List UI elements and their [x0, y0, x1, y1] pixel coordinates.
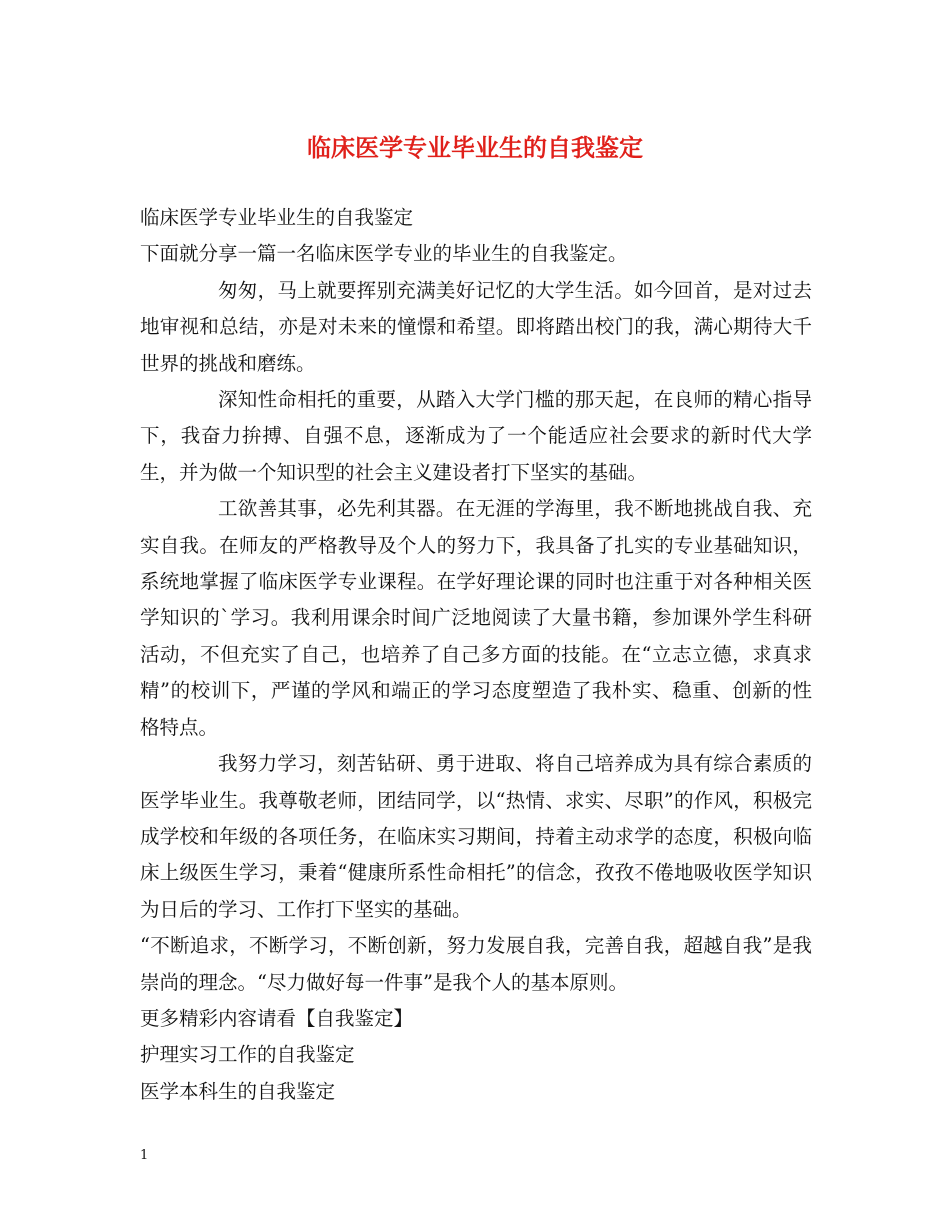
intro-line: 下面就分享一篇一名临床医学专业的毕业生的自我鉴定。	[140, 242, 628, 266]
document-body	[140, 200, 812, 1110]
related-link-1[interactable]: 护理实习工作的自我鉴定	[140, 1043, 355, 1067]
paragraph-2: 深知性命相托的重要，从踏入大学门槛的那天起，在良师的精心指导下，我奋力拚搏、自强不息，逐渐成为了一个能适应社会要求的新时代大学生，并为做一个知识型的社会主义建设者打下坚实的基础。	[140, 388, 812, 484]
paragraph-4: 我努力学习，刻苦钻研、勇于进取、将自己培养成为具有综合素质的医学毕业生。我尊敬老师，团结同学，以“热情、求实、尽职”的作风，积极完成学校和年级的各项任务，在临床实习期间，持着主动求学的态度，积极向临床上级医生学习，秉着“健康所系性命相托”的信念，孜孜不倦地吸收医学知识为日后的学习、工作打下坚实的基础。	[140, 752, 812, 921]
document-title: 临床医学专业毕业生的自我鉴定	[307, 133, 643, 162]
subtitle-line: 临床医学专业毕业生的自我鉴定	[140, 206, 414, 229]
paragraph-3: 工欲善其事，必先利其器。在无涯的学海里，我不断地挑战自我、充实自我。在师友的严格教导及个人的努力下，我具备了扎实的专业基础知识，系统地掌握了临床医学专业课程。在学好理论课的同时也注重于对各种相关医学知识的`学习。我利用课余时间广泛地阅读了大量书籍，参加课外学生科研活动，不但充实了自己，也培养了自己多方面的技能。在“立志立德，求真求精”的校训下，严谨的学风和端正的学习态度塑造了我朴实、稳重、创新的性格特点。	[140, 497, 812, 739]
more-content-link[interactable]: 更多精彩内容请看【自我鉴定】	[140, 1006, 414, 1030]
related-link-2[interactable]: 医学本科生的自我鉴定	[140, 1079, 336, 1103]
page-number: 1	[140, 1148, 149, 1163]
paragraph-1: 匆匆，马上就要挥别充满美好记忆的大学生活。如今回首，是对过去地审视和总结，亦是对未来的憧憬和希望。即将踏出校门的我，满心期待大千世界的挑战和磨练。	[140, 278, 812, 375]
closing-paragraph: “不断追求，不断学习，不断创新，努力发展自我，完善自我，超越自我”是我崇尚的理念。“尽力做好每一件事”是我个人的基本原则。	[140, 934, 812, 994]
